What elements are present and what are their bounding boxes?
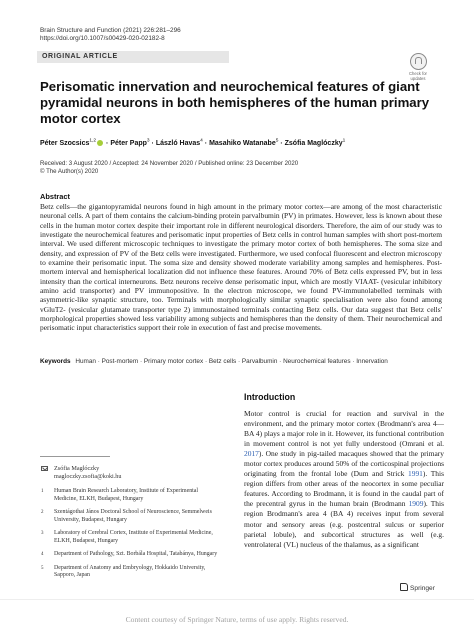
correspondence-column (40, 456, 222, 586)
author-list (40, 137, 460, 148)
citation-link[interactable]: 2017 (244, 449, 259, 459)
contact-name: Zsófia Maglóczky (54, 465, 100, 472)
affiliation-item (40, 530, 222, 545)
orcid-icon[interactable] (97, 140, 103, 146)
footnote-divider (40, 456, 110, 457)
check-for-updates-button[interactable] (404, 53, 432, 81)
author-affiliation-marker: 4 (200, 139, 203, 144)
affiliation-item (40, 551, 222, 559)
affiliation-item (40, 509, 222, 524)
author-affiliation-marker: 3 (146, 139, 150, 144)
author-affiliation-marker: 1,2 (89, 139, 97, 144)
author-name[interactable]: László Havas$^4$ (155, 139, 203, 148)
author-name[interactable]: Zsófia Maglóczky$^1$ (284, 139, 346, 148)
article-type-banner: ORIGINAL ARTICLE (37, 51, 229, 63)
springer-horse-icon (400, 583, 408, 591)
author-separator: · (149, 140, 156, 148)
publisher-logo (400, 583, 435, 592)
footer-bar (0, 599, 474, 629)
doi-link[interactable]: https://doi.org/10.1007/s00429-020-02182-8 (40, 35, 165, 43)
author-separator: · (104, 140, 111, 148)
affiliation-text: Szentágothai János Doctoral School of Neuroscience, Semmelweis University, Budapest, Hungary (54, 509, 212, 523)
author-name[interactable]: Péter Szocsics$^{1,2}$ (40, 140, 104, 147)
author-affiliation-marker: 1 (342, 139, 346, 144)
affiliation-number: 4 (41, 552, 44, 557)
envelope-icon (41, 466, 48, 471)
affiliation-number: 3 (41, 531, 44, 536)
publication-dates (40, 160, 298, 176)
affiliation-text: Department of Anatomy and Embryology, Hokkaido University, Sapporo, Japan (54, 564, 206, 578)
citation-link[interactable]: 1909 (408, 499, 424, 509)
affiliation-item (40, 488, 222, 503)
keywords (40, 358, 450, 366)
affiliation-number: 5 (41, 565, 44, 571)
keywords-label: Keywords (40, 358, 71, 365)
affiliation-text: Human Brain Research Laboratory, Institute of Experimental Medicine, ELKH, Budapest, Hungary (54, 488, 199, 502)
abstract-heading: Abstract (40, 192, 70, 201)
author-name[interactable]: Masahiko Watanabe$^5$ (209, 139, 279, 148)
copyright-line: © The Author(s) 2020 (40, 168, 99, 175)
introduction-heading: Introduction (244, 392, 296, 402)
journal-line: Brain Structure and Function (2021) 226:281–296 (40, 27, 181, 34)
author-affiliation-marker: 5 (275, 139, 279, 144)
citation-link[interactable]: 1991 (408, 469, 423, 479)
author-separator: · (278, 140, 285, 148)
check-updates-label: Check for updates (409, 71, 427, 81)
author-name[interactable]: Péter Papp$^3$ (110, 139, 150, 148)
author-separator: · (202, 140, 210, 148)
affiliation-text: Laboratory of Cerebral Cortex, Institute of Experimental Medicine, ELKH, Budapest, Hungary (54, 530, 213, 544)
journal-citation (40, 27, 181, 43)
corresponding-author (40, 465, 222, 481)
introduction-text: Motor control is crucial for reaction and survival in the environment, and the primary motor cortex (Brodmann's area 4—BA 4) plays a major role in it. However, its functional contribution in movement control is not yet fully understood (Omrani et al. 2017). One study in pig-tailed macaques showed that the primary motor cortex produces around 50% of the corticospinal projections originating from the frontal lobe (Dum and Strick 1991). This region differs from other areas of the neocortex in some peculiar features. According to Brodmann, it is found in the caudal part of the precentral gyrus in the human brain (Brodmann 1909). This region Brodmann's area 4 (BA 4) receives input from several motor and sensory areas (e.g. postcentral sulcus or superior parietal lobule), and subcortical structures as well (e.g. ventrolateral (VL) nucleus of the thalamus, as a significant (244, 409, 444, 549)
affiliation-text: Department of Pathology, Szt. Borbála Hospital, Tatabánya, Hungary (54, 551, 218, 557)
footer-credit: Content courtesy of Springer Nature, terms of use apply. Rights reserved. (125, 615, 349, 624)
keywords-list: Human · Post-mortem · Primary motor cortex · Betz cells · Parvalbumin · Neurochemical features · Innervation (75, 358, 388, 365)
check-updates-icon (410, 53, 427, 70)
publisher-name: Springer (410, 585, 435, 592)
footer-divider (0, 599, 474, 600)
abstract-text: Betz cells—the gigantopyramidal neurons found in high amount in the primary motor cortex—are among of the most characteristic neuronal cells. A part of them contains the calcium-binding protein parvalbumin (PV) in primates. However, less is known about these cells in the human motor cortex despite their important role in different neurological disorders. Therefore, the aim of our study was to investigate the neurochemical features and perisomatic input properties of Betz cells in control human samples with short post-mortem interval. We used different microscopic techniques to investigate the primary motor cortex of both hemispheres. The soma size and density, and expression of PV of the Betz cells were investigated. Furthermore, we used confocal fluorescent and electron microscopy to examine their perisomatic input. The soma size and density showed moderate variability among samples and hemispheres. Post-mortem interval and hemispherical localization did not influence these features. Around 70% of Betz cells expressed PV, but in less intensity than the cortical interneurons. Betz neurons receive dense perisomatic input, which are mostly VIAAT- (vesicular inhibitory amino acid transporter) and PV immunopositive. In the electron microscope, we found PV-immunolabelled terminals with asymmetric-like synaptic structure, too. Terminals with morphologically similar synaptic specialisation were also found among vGluT2- (vesicular glutamate transporter type 2) immunostained terminals contacting Betz cells. Our data suggest that Betz cells' morphological properties showed less variability among subjects and hemispheres than the density of them. Their neurochemical and perisomatic input characteristics support their role in execution of fast and precise movements. (40, 202, 442, 333)
affiliation-number: 2 (41, 510, 44, 515)
affiliation-list (40, 488, 222, 580)
article-title: Perisomatic innervation and neurochemical features of giant pyramidal neurons in both hemispheres of the human primary motor cortex (40, 79, 430, 127)
affiliation-number: 1 (41, 489, 44, 494)
affiliation-item (40, 565, 222, 580)
dates-line: Received: 3 August 2020 / Accepted: 24 November 2020 / Published online: 23 December 2020 (40, 160, 299, 167)
contact-email[interactable]: magloczky.zsofia@koki.hu (54, 473, 122, 480)
